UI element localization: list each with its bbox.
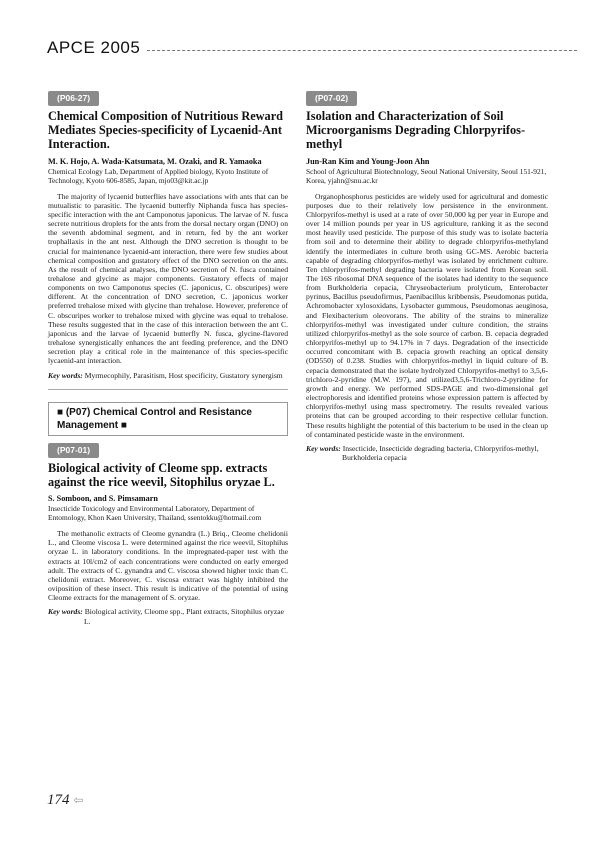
running-header <box>47 38 577 60</box>
left-column <box>48 88 288 626</box>
abstract-authors: M. K. Hojo, A. Wada-Katsumata, M. Ozaki, and R. Yamaoka <box>48 156 262 166</box>
abstract-body: The methanolic extracts of Cleome gynandra (L.) Briq., Cleome chelidonii L., and Cleome viscosa L. were determined against the rice weevil, Sitophilus oryzae L. in laboratory conditions. In the impregnated-paper test with the extracts at 10l/cm2 of each concentrations were conducted on early emerged adult. The extracts of C. gynandra and C. viscosa showed higher toxic than C. chelidonii extract. Moreover, C. viscosa extract was highly inhibited the oviposition of these insect. This result is indicative of the potential of using Cleome extracts for the management of S. oryzae. <box>48 529 288 603</box>
back-arrow-icon: ⇦ <box>73 793 84 807</box>
abstract-body: The majority of lycaenid butterflies have associations with ants that can be mutualistic to parasitic. The lycaenid butterfly Niphanda fusca has species-specific interaction with the ant Camponotus japonicus. The larvae of N. fusca secrete nutritious droplets for the ants from the dorsal nectary organ (DNO) on the seventh abdominal segment, and in return, fed by the ant worker trophallaxis in the ant nest. Although the DNO secretion is thought to be crucial for maintenance lycaenid-ant interaction, there were few studies about chemical composition and gustatory effect of the DNO secretion on the ants. As the result of chemical analyses, the DNO secretion of N. fusca contained trehalose and glycine as major components. Gustatory effects of major components on two Camponotus species (C. japonicus, C. obscuripes) were different. At the concentration of DNO secretion, C. japonicus worker preferred trehalose mixed with glycine than trehalose. However, preference of C. obscuripes worker to trehalose mixed with glycine was equal to trehalose. These results suggested that in the case of this interaction between the ant C. japonicus and the larvae of lycaenid butterfly N. fusca, glycine-flavored trehalose synergistically enhances the ant feeding preference, and the DNO secretion play a critical role in the maintenance of this species-specific lycaenid-ant interaction. <box>48 191 288 366</box>
abstract-title: Biological activity of Cleome spp. extracts against the rice weevil, Sitophilus oryzae L. <box>48 460 275 489</box>
abstract-affiliation: School of Agricultural Biotechnology, Seoul National University, Seoul 151-921, Korea, yjahn@snu.ac.kr <box>306 166 547 185</box>
keywords-label: Key words <box>48 607 81 617</box>
keywords-text: Biological activity, Cleome spp., Plant extracts, Sitophilus oryzae L. <box>84 607 284 626</box>
page-number: 174 <box>47 792 70 808</box>
section-divider <box>48 389 288 390</box>
abstract-p06-27 <box>48 88 288 380</box>
keywords-label: Key words <box>306 443 339 453</box>
abstract-authors: S. Somboon, and S. Pimsamarn <box>48 494 158 504</box>
abstract-title: Chemical Composition of Nutritious Reward Mediates Species-specificity of Lycaenid-Ant Interaction. <box>48 109 283 152</box>
abstract-affiliation: Chemical Ecology Lab, Department of Applied biology, Kyoto Institute of Technology, Kyoto 606-8585, Japan, mjo03@kit.ac.jp <box>48 166 269 185</box>
abstract-p07-02 <box>306 88 548 462</box>
abstract-id-tag: (P07-02) <box>306 91 357 106</box>
keywords-text: Insecticide, Insecticide degrading bacteria, Chlorpyrifos-methyl, Burkholderia cepacia <box>342 443 539 462</box>
abstract-id-tag: (P06-27) <box>48 91 99 106</box>
abstract-authors: Jun-Ran Kim and Young-Joon Ahn <box>306 156 430 166</box>
session-heading: ■ (P07) Chemical Control and Resistance Management ■ <box>48 402 288 436</box>
header-rule <box>147 50 577 51</box>
page-footer <box>47 792 84 809</box>
abstract-keywords: Key words: Insecticide, Insecticide degrading bacteria, Chlorpyrifos-methyl, Burkholderia cepacia <box>306 443 539 462</box>
abstract-title: Isolation and Characterization of Soil Microorganisms Degrading Chlorpyrifos-methyl <box>306 109 526 152</box>
abstract-p07-01 <box>48 440 288 626</box>
abstract-body: Organophosphorus pesticides are widely used for agricultural and domestic purposes due to their relatively low persistence in the environment. Chlorpyrifos-methyl is used at a rate of over 50,000 kg per year in Europe and over 14 million pounds per year in US agriculture, ranking it as the second most heavily used pesticide. The purpose of this study was to isolate bacteria from soil and to determine their ability to degrade chlorpyrifos-methyland identify the intermediates in culture broth using GC-MS. Aerobic bacteria capable of degrading chlorpyrifos-methyl was isolated by enrichment culture. Ten chlorpyrifos-methyl degrading bacteria were isolated from Korean soil. The 16S ribosomal DNA sequence of the isolates had identity to the sequence from Burkholderia cepacia, Chryseobacterium prolyticum, Enterobacter pyrinus, Bacillus pseudofirmus, Paenibacillus kribbensis, Pseudomonas putida, Achromobacter xylosoxidans, Lysobacter gummous, Pseudomonas aeuginosa, and Flexibacterium oleovorans. The ability of the strains to mineralize chlorpyrifos-methyl was investigated under culture condition, the strains utilized chlorpyrifos-methyl as the sole source of carbon. B. cepacia degraded chlorpyrifos-methyl up to 94.17% in 7 days. Degradation of the insecticide occurred concomitant with B. cepacia growth reaching an optical density (OD550) of 0.238. Studies with chlorpyrifos-methyl in liquid culture of B. cepacia demonstrated that the isolate hydrolyzed Chlorpyrifos-methyl to 3,5,6- trichloro-2-pyridine (M.W. 197), and utilized3,5,6-Trichloro-2-pyridine for growth and energy. We performed SDS-PAGE and two-dimensional gel electrophoresis and identified proteins whose expression pattern is affected by chlorpyrifos-methyl using mass spectrometry. The results revealed various proteins that can be grouped according to their respective cellular function. These results highlight the potential of this bacterium to be used in the clean up of contaminated pesticide waste in the environment. <box>306 191 548 439</box>
keywords-text: Myrmecophily, Parasitism, Host specificity, Gustatory synergism <box>84 370 283 380</box>
keywords-label: Key words <box>48 370 81 380</box>
abstract-keywords: Key words: Biological activity, Cleome spp., Plant extracts, Sitophilus oryzae L. <box>48 607 284 626</box>
abstract-id-tag: (P07-01) <box>48 443 99 458</box>
abstract-affiliation: Insecticide Toxicology and Environmental Laboratory, Department of Entomology, Khon Kaen University, Thailand, ssentokku@hotmail.com <box>48 504 262 523</box>
abstract-keywords: Key words: Myrmecophily, Parasitism, Host specificity, Gustatory synergism <box>48 370 283 380</box>
conference-name: APCE 2005 <box>47 38 141 57</box>
right-column <box>306 88 548 462</box>
